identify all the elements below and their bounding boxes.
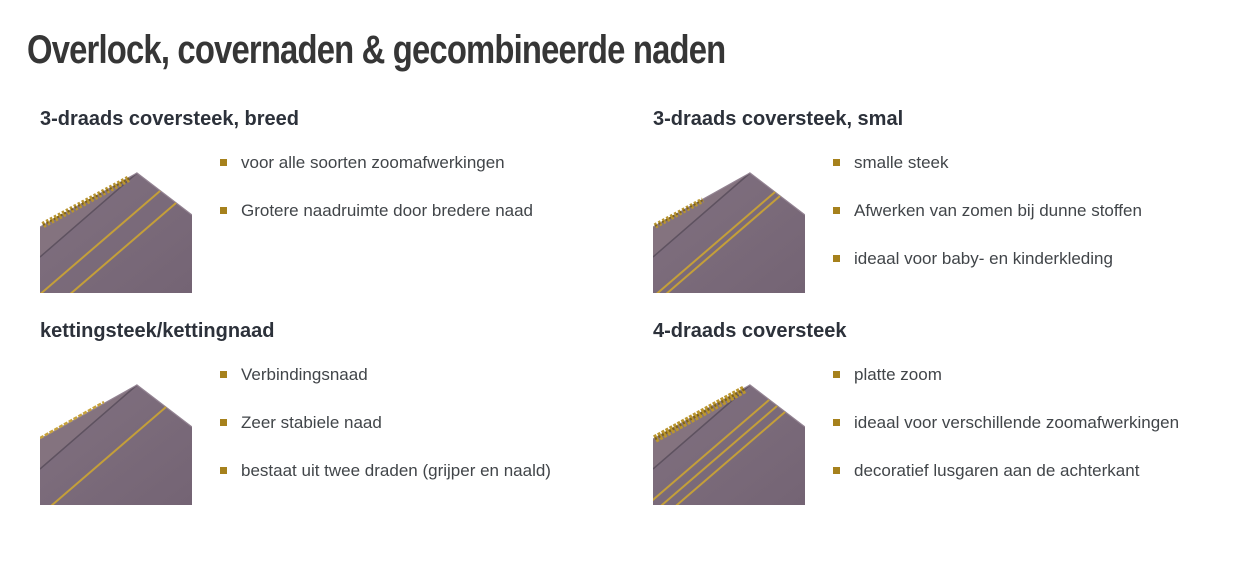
bullet-square-icon [220,207,227,214]
list-item [220,365,551,385]
section-chainstitch [40,320,615,520]
bullet-text: ideaal voor verschillende zoomafwerkingen [854,413,1180,432]
bullet-square-icon [833,207,840,214]
fabric-swatch-coverstitch-4thread-image [653,375,805,505]
bullet-text: Verbindingsnaad [241,365,368,384]
bullet-list [833,365,1179,509]
list-item [833,461,1179,481]
bullet-text: Afwerken van zomen bij dunne stoffen [854,201,1142,220]
section-heading: 3-draads coversteek, breed [40,108,300,130]
bullet-list [220,153,533,249]
section-coverstitch-narrow [653,108,1228,308]
section-coverstitch-wide [40,108,615,308]
section-heading: kettingsteek/kettingnaad [40,320,275,342]
section-heading: 3-draads coversteek, smal [653,108,904,130]
list-item [220,461,551,481]
bullet-list [833,153,1142,297]
bullet-text: Zeer stabiele naad [241,413,382,432]
page-title [27,28,879,73]
fabric-swatch-chainstitch-image [40,375,192,505]
section-heading: 4-draads coversteek [653,320,847,342]
bullet-text: decoratief lusgaren aan de achterkant [854,461,1140,480]
bullet-square-icon [833,467,840,474]
fabric-swatch-coverstitch-narrow-image [653,163,805,293]
bullet-square-icon [833,371,840,378]
bullet-text: platte zoom [854,365,942,384]
list-item [833,413,1179,433]
list-item [833,153,1142,173]
bullet-text: Grotere naadruimte door bredere naad [241,201,534,220]
list-item [220,153,533,173]
page-title-text: Overlock, covernaden & gecombineerde naden [27,28,726,72]
bullet-text: voor alle soorten zoomafwerkingen [241,153,505,172]
list-item [220,413,551,433]
bullet-square-icon [833,255,840,262]
bullet-square-icon [220,159,227,166]
bullet-square-icon [220,371,227,378]
bullet-list [220,365,551,509]
bullet-square-icon [220,419,227,426]
bullet-text: smalle steek [854,153,949,172]
section-coverstitch-4thread [653,320,1228,520]
list-item [833,249,1142,269]
bullet-square-icon [833,419,840,426]
list-item [220,201,533,221]
bullet-text: ideaal voor baby- en kinderkleding [854,249,1113,268]
bullet-text: bestaat uit twee draden (grijper en naald) [241,461,551,480]
fabric-swatch-coverstitch-wide-image [40,163,192,293]
list-item [833,365,1179,385]
bullet-square-icon [220,467,227,474]
bullet-square-icon [833,159,840,166]
list-item [833,201,1142,221]
